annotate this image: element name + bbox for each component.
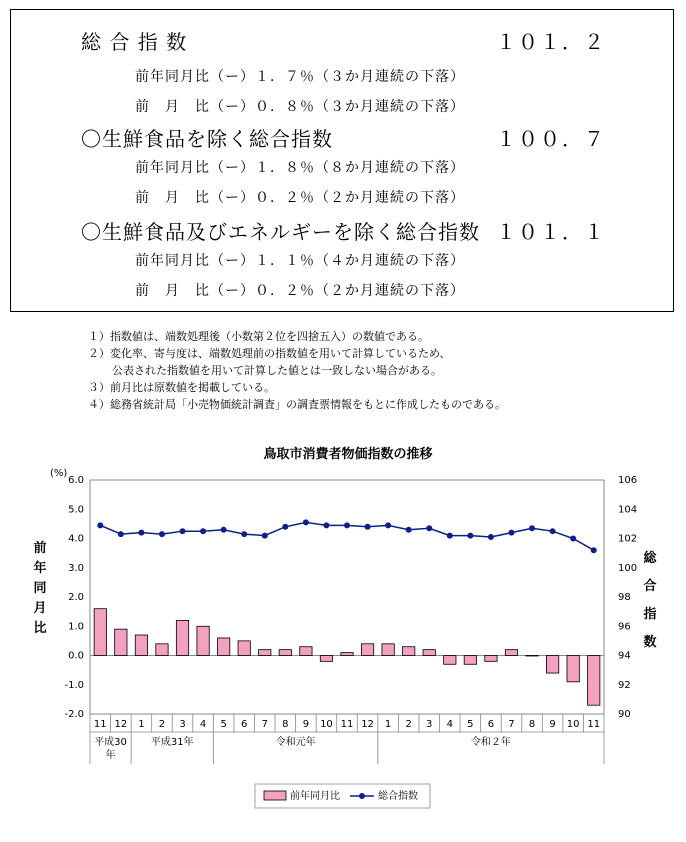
right-axis-label-char: 数 — [643, 635, 657, 650]
note-2: ２）変化率、寄与度は、端数処理前の指数値を用いて計算しているため、 — [88, 347, 451, 360]
right-tick-label: 100 — [618, 562, 638, 574]
note-4: ４）総務省統計局「小売物価統計調査」の調査票情報をもとに作成したものである。 — [88, 398, 506, 411]
chart-legend — [255, 784, 430, 808]
x-tick-label: 12 — [114, 719, 128, 730]
line-point — [591, 547, 597, 553]
x-tick-label: 5 — [220, 719, 227, 730]
line-point — [97, 522, 103, 528]
right-axis-label-char: 指 — [643, 607, 657, 622]
note-1: １）指数値は、端数処理後（小数第２位を四捨五入）の数値である。 — [88, 330, 429, 343]
line-point — [385, 522, 391, 528]
left-tick-label: 5.0 — [68, 504, 84, 516]
bar — [444, 656, 456, 665]
bar — [464, 656, 476, 665]
line-point — [262, 533, 268, 539]
summary-line-0-1: 前 月 比（ー）０．８％（３か月連続の下落） — [135, 99, 465, 115]
line-point — [344, 522, 350, 528]
bar — [176, 620, 188, 655]
right-tick-label: 96 — [618, 621, 631, 633]
x-tick-label: 1 — [138, 719, 145, 730]
x-tick-label: 3 — [179, 719, 186, 730]
summary-line-0-0: 前年同月比（ー）１．７％（３か月連続の下落） — [135, 69, 465, 85]
bar — [217, 638, 229, 656]
line-point — [180, 528, 186, 534]
right-axis-label-char: 総 — [643, 551, 657, 566]
line-point — [138, 530, 144, 536]
chart-title: 鳥取市消費者物価指数の推移 — [263, 447, 433, 462]
x-tick-label: 11 — [587, 719, 601, 730]
bar — [485, 656, 497, 662]
bar — [320, 656, 332, 662]
left-tick-label: 0.0 — [68, 650, 84, 662]
left-tick-label: -1.0 — [64, 679, 84, 691]
bar — [382, 644, 394, 656]
left-axis-label-char: 前 — [33, 541, 47, 556]
bar — [259, 650, 271, 656]
left-tick-label: 1.0 — [68, 621, 84, 633]
left-tick-label: -2.0 — [64, 709, 84, 720]
year-group-label: 平成30 — [94, 737, 127, 748]
right-tick-label: 104 — [618, 504, 638, 516]
line-point — [200, 528, 206, 534]
summary-value-0: １０１．２ — [496, 30, 606, 54]
summary-line-2-1: 前 月 比（ー）０．２％（２か月連続の下落） — [135, 283, 465, 299]
bar — [115, 629, 127, 655]
line-point — [241, 531, 247, 537]
right-tick-label: 98 — [618, 592, 631, 603]
x-tick-label: 5 — [467, 719, 474, 730]
line-point — [488, 534, 494, 540]
x-tick-label: 9 — [549, 719, 556, 730]
x-tick-label: 11 — [93, 719, 107, 730]
line-point — [406, 527, 412, 533]
bar — [526, 656, 538, 657]
summary-title-1: 〇生鮮食品を除く総合指数 — [81, 127, 333, 151]
line-point — [550, 528, 556, 534]
line-point — [467, 533, 473, 539]
left-axis-label-char: 比 — [33, 621, 47, 636]
right-tick-label: 90 — [618, 709, 631, 720]
x-tick-label: 7 — [261, 719, 268, 730]
line-point — [426, 525, 432, 531]
cpi-chart — [0, 422, 686, 842]
line-point — [570, 536, 576, 542]
x-tick-label: 9 — [302, 719, 310, 730]
right-tick-label: 92 — [618, 679, 631, 691]
bar — [300, 647, 312, 656]
line-point — [323, 522, 329, 528]
right-axis-label-char: 合 — [643, 579, 657, 594]
line-point — [529, 525, 535, 531]
x-tick-label: 6 — [241, 719, 248, 730]
bar — [156, 644, 168, 656]
bar — [505, 650, 517, 656]
x-tick-label: 4 — [199, 719, 207, 730]
legend-line-marker — [359, 793, 365, 799]
right-tick-label: 94 — [618, 650, 631, 662]
summary-box — [10, 9, 674, 312]
left-axis-unit: (%) — [50, 468, 68, 479]
line-point — [221, 527, 227, 533]
note-3: ３）前月比は原数値を掲載している。 — [88, 381, 275, 394]
line-point — [365, 524, 371, 530]
year-group-label: 平成31年 — [150, 737, 194, 748]
x-axis — [90, 714, 604, 764]
left-axis-label-char: 月 — [33, 601, 47, 616]
left-axis-label-char: 年 — [33, 561, 47, 576]
bar — [546, 656, 558, 674]
line-point — [447, 533, 453, 539]
x-tick-label: 11 — [340, 719, 354, 730]
bar — [238, 641, 250, 656]
bar — [197, 626, 209, 655]
x-tick-label: 10 — [566, 719, 580, 730]
bar — [341, 653, 353, 656]
legend-line-label: 総合指数 — [378, 791, 418, 802]
x-tick-label: 2 — [405, 719, 412, 730]
x-tick-label: 1 — [384, 719, 392, 730]
summary-line-2-0: 前年同月比（ー）１．１％（４か月連続の下落） — [135, 253, 465, 269]
line-point — [508, 530, 514, 536]
left-tick-label: 6.0 — [68, 475, 84, 486]
notes — [88, 328, 506, 413]
bar — [361, 644, 373, 656]
bar — [279, 650, 291, 656]
note-2-cont: 公表された指数値を用いて計算した値とは一致しない場合がある。 — [112, 364, 442, 377]
x-tick-label: 4 — [446, 719, 453, 730]
left-tick-label: 2.0 — [68, 592, 84, 603]
right-tick-label: 106 — [618, 475, 638, 486]
x-tick-label: 3 — [426, 719, 433, 730]
x-tick-label: 7 — [508, 719, 515, 730]
bar — [135, 635, 147, 655]
legend-bar-label: 前年同月比 — [290, 791, 340, 802]
x-tick-label: 8 — [282, 719, 289, 730]
line-point — [118, 531, 124, 537]
line-point — [303, 519, 309, 525]
left-tick-label: 4.0 — [68, 533, 84, 545]
bar — [403, 647, 415, 656]
summary-line-1-0: 前年同月比（ー）１．８％（８か月連続の下落） — [135, 160, 465, 176]
summary-title-0: 総 合 指 数 — [81, 30, 188, 54]
chart-plot-area — [90, 480, 604, 714]
line-point — [282, 524, 288, 530]
summary-title-2: 〇生鮮食品及びエネルギーを除く総合指数 — [81, 220, 480, 244]
bar — [423, 650, 435, 656]
right-tick-label: 102 — [618, 533, 638, 545]
bar — [94, 609, 106, 656]
year-group-label: 年 — [105, 750, 116, 761]
x-tick-label: 6 — [487, 719, 495, 730]
year-group-label: 令和元年 — [275, 737, 316, 748]
x-tick-label: 2 — [158, 719, 166, 730]
year-group-label: 令和２年 — [470, 737, 511, 748]
bar — [567, 656, 579, 682]
right-axis-label — [642, 550, 657, 650]
x-tick-label: 8 — [528, 719, 536, 730]
x-tick-label: 10 — [320, 719, 333, 730]
left-axis-label-char: 同 — [33, 581, 47, 596]
left-axis-label — [33, 540, 46, 636]
plot-frame — [90, 480, 604, 714]
bar — [588, 656, 600, 706]
summary-line-1-1: 前 月 比（ー）０．２％（２か月連続の下落） — [135, 190, 465, 206]
x-tick-label: 12 — [361, 719, 374, 730]
summary-value-1: １００．７ — [496, 127, 606, 151]
left-tick-label: 3.0 — [68, 562, 84, 574]
summary-value-2: １０１．１ — [496, 220, 606, 244]
legend-bar-swatch — [264, 791, 286, 800]
line-point — [159, 531, 165, 537]
